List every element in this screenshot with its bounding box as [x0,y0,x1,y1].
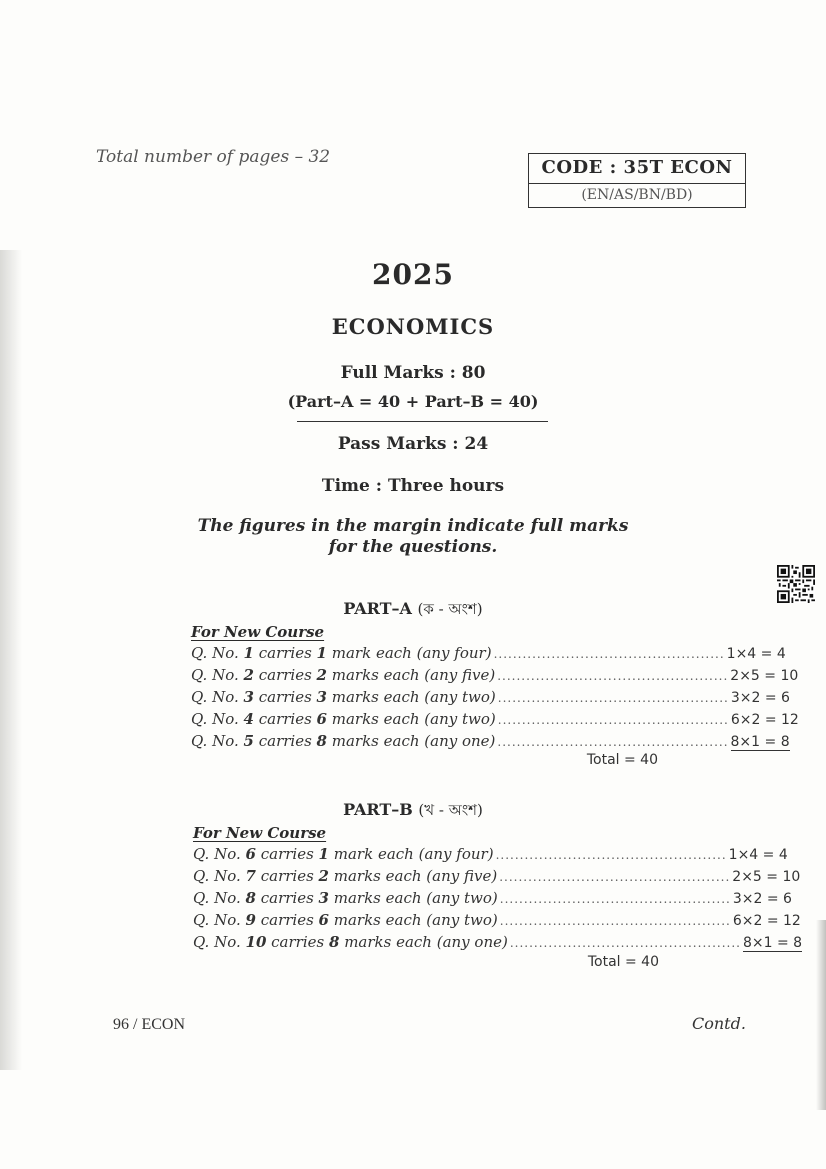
question-text-part: 1 [316,644,327,662]
question-text-part: 1 [243,644,254,662]
question-text-part: Q. No. [193,933,246,951]
question-description [193,845,494,863]
part-b-row [193,911,801,931]
question-text-part: carries [266,933,329,951]
part-b-total: Total = 40 [587,954,659,970]
marks-calc: 3×2 = 6 [732,891,792,907]
exam-subject: ECONOMICS [331,314,495,339]
part-a-row [191,710,799,730]
marks-calc: 2×5 = 10 [730,668,799,684]
question-text-part: marks each (any two) [328,911,498,929]
question-text-part: 8 [316,732,327,750]
part-a-course-label: For New Course [191,623,325,641]
part-b-row [193,889,792,909]
question-text-part: carries [255,845,319,863]
question-text-part: 1 [318,845,329,863]
total-pages-note: Total number of pages – 32 [96,147,331,167]
question-text-part: 8 [245,889,256,907]
question-text-part: Q. No. [191,710,244,728]
question-description [193,889,498,907]
question-text-part: 5 [243,732,254,750]
leader-dots: ................................................ [499,914,731,928]
leader-dots: ................................................ [499,892,731,906]
leader-dots: ................................................ [497,735,729,749]
question-text-part: Q. No. [193,911,246,929]
marks-calc: 6×2 = 12 [732,913,801,929]
question-description [191,710,496,728]
part-marks-split: (Part–A = 40 + Part–B = 40) [287,392,539,411]
question-text-part: 4 [243,710,254,728]
question-text-part: 6 [245,845,256,863]
paper-code: CODE : 35T ECON [529,154,745,184]
question-text-part: carries [253,666,317,684]
question-text-part: marks each (any two) [328,889,498,907]
question-text-part: marks each (any two) [326,710,496,728]
question-text-part: carries [253,732,317,750]
question-description [193,933,508,951]
question-text-part: Q. No. [191,644,244,662]
question-text-part: 10 [245,933,267,951]
paper-languages: (EN/AS/BN/BD) [581,187,693,203]
question-text-part: carries [255,889,319,907]
marks-calc: 2×5 = 10 [732,869,801,885]
question-text-part: 2 [316,666,327,684]
part-a-title [0,598,826,623]
part-a-total: Total = 40 [586,752,658,768]
scan-shadow-right [816,920,826,1110]
marks-calc: 1×4 = 4 [728,847,788,863]
part-b-title-sub: (খ - অংশ) [418,801,483,819]
question-description [191,644,492,662]
question-text-part: 6 [318,911,329,929]
marks-calc: 1×4 = 4 [726,646,786,662]
question-text-part: carries [253,644,317,662]
part-b-course-label: For New Course [193,824,327,842]
question-text-part: carries [255,867,319,885]
part-b-title [0,799,826,824]
question-description [191,732,495,750]
part-b-row [193,845,788,865]
continued-label: Contd. [692,1014,746,1033]
marks-calc: 6×2 = 12 [730,712,799,728]
leader-dots: ................................................ [509,936,741,950]
part-a-row [191,644,786,664]
marks-calc: 3×2 = 6 [730,690,790,706]
instruction-line-2: for the questions. [328,537,498,557]
question-description [193,911,498,929]
part-a-row [191,732,790,752]
exam-time: Time : Three hours [321,476,505,496]
leader-dots: ................................................ [493,647,725,661]
question-text-part: 8 [328,933,340,951]
leader-dots: ................................................ [497,669,729,683]
part-b-row [193,933,803,953]
question-text-part: marks each (any five) [328,867,498,885]
instruction-line-1: The figures in the margin indicate full marks [197,516,629,536]
leader-dots: ................................................ [497,713,729,727]
question-text-part: Q. No. [191,732,244,750]
part-a-row [191,688,790,708]
question-text-part: 3 [316,688,327,706]
question-text-part: Q. No. [191,688,244,706]
question-text-part: carries [255,911,319,929]
part-b-title-text: PART–B [343,800,413,819]
question-text-part: marks each (any two) [326,688,496,706]
part-a-row [191,666,799,686]
question-text-part: 2 [243,666,254,684]
question-description [193,867,497,885]
question-text-part: carries [253,710,317,728]
paper-code-box [528,153,746,208]
question-text-part: Q. No. [193,845,246,863]
divider-line [297,421,548,422]
question-text-part: 2 [318,867,329,885]
part-a-title-sub: (ক - অংশ) [417,600,483,618]
question-text-part: 6 [316,710,327,728]
part-b-row [193,867,801,887]
leader-dots: ................................................ [497,691,729,705]
question-text-part: carries [253,688,317,706]
leader-dots: ................................................ [495,848,727,862]
question-text-part: 7 [245,867,256,885]
paper-roll-code: 96 / ECON [113,1016,185,1033]
question-text-part: Q. No. [193,889,246,907]
question-text-part: 3 [243,688,254,706]
question-text-part: 3 [318,889,329,907]
question-text-part: marks each (any one) [326,732,496,750]
question-text-part: marks each (any five) [326,666,496,684]
question-text-part: Q. No. [193,867,246,885]
question-description [191,688,496,706]
marks-calc: 8×1 = 8 [742,935,803,951]
question-text-part: 9 [245,911,256,929]
pass-marks: Pass Marks : 24 [337,434,489,454]
question-description [191,666,495,684]
marks-calc: 8×1 = 8 [730,734,790,750]
question-text-part: Q. No. [191,666,244,684]
full-marks: Full Marks : 80 [340,363,486,383]
part-a-title-text: PART–A [343,599,412,618]
question-text-part: mark each (any four) [326,644,492,662]
exam-year: 2025 [372,258,454,291]
question-text-part: mark each (any four) [328,845,494,863]
leader-dots: ................................................ [499,870,731,884]
question-text-part: marks each (any one) [339,933,508,951]
